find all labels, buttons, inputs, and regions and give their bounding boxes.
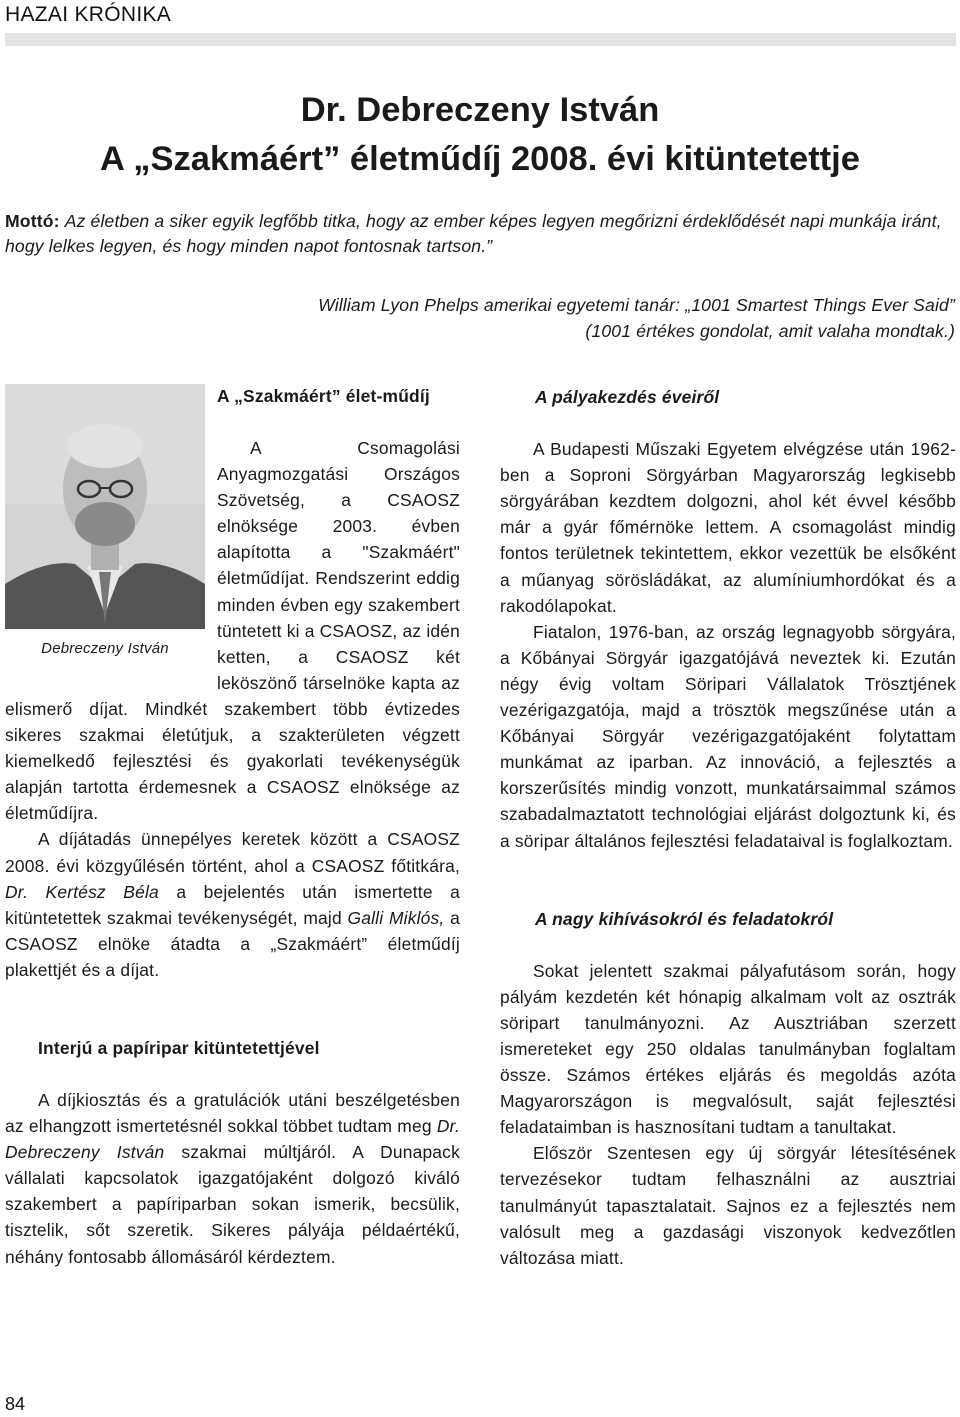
attribution-line-1: William Lyon Phelps amerikai egyetemi tanár: „1001 Smartest Things Ever Said” xyxy=(318,295,955,315)
portrait-figure xyxy=(5,384,205,690)
ceremony-text-a: A díjátadás ünnepélyes keretek között a CSAOSZ 2008. évi közgyűlésén történt, ahol a CSAOSZ főtitkára, xyxy=(5,829,460,876)
interview-text-b: szakmai múltjáról. A Dunapack vállalati kapcsolatok igazgatójaként dolgozó kiváló szakembert a papíriparban sokan ismerik, becsülik, tisztelik, sőt szeretik. Sikeres pályája példaértékű, néhány fontosabb állomásáról kérdeztem. xyxy=(5,1142,460,1267)
page-number: 84 xyxy=(5,1394,26,1414)
subheading-interview: Interjú a papíripar kitüntetettjével xyxy=(38,1037,320,1058)
person-name-debreczeny: Dr. Debreczeny István xyxy=(5,1116,460,1163)
paragraph-award: A Csomagolási Anyagmozgatási Országos Szövetség, a CSAOSZ elnöksége 2003. évben alapította a "Szakmáért" életműdíjat. Rendszerint eddig minden évben egy szakembert tüntetett ki a CSAOSZ, az idén ketten, a CSAOSZ két leköszönő társelnöke kapta az elismerő díjat. Mindkét szakembert több évtizedes sikeres szakmai életútjuk, a szakterületen végzett kiemelkedő fejlesztési és gyakorlati tevékenységük alapján tartotta érdemesnek a CSAOSZ elnöksége az életműdíjra. xyxy=(5,438,460,824)
article-title xyxy=(0,86,960,184)
subheading-award: A „Szakmáért” élet-műdíj xyxy=(217,386,430,406)
title-line-2: A „Szakmáért” életműdíj 2008. évi kitüntetettje xyxy=(100,140,860,178)
person-name-kertesz: Dr. Kertész Béla xyxy=(5,881,159,902)
subheading-early-career: A pályakezdés éveiről xyxy=(535,387,720,407)
subheading-challenges: A nagy kihívásokról és feladatokról xyxy=(535,908,834,929)
paragraph-early-career-2: Fiatalon, 1976-ban, az ország legnagyobb sörgyára, a Kőbányai Sörgyár igazgatójává neveztek ki. Ezután négy évig voltam Söripari Vállalatok Trösztjének vezérigazgatója, majd a trösztök megszűnése után a Kőbányai Sörgyár vezérigazgatójaként folytattam munkámat az iparban. Az innováció, a fejlesztés a korszerűsítés mindig vonzott, munkatársaimmal számos szabadalmaztatott technológiai eljárást dolgoztunk ki, és a söripar általános fejlesztési feladataival is foglalkoztam. xyxy=(500,621,956,851)
left-column xyxy=(5,384,460,1270)
paragraph-challenges-2: Először Szentesen egy új sörgyár létesítésének tervezésekor tudtam felhasználni az ausztriai tanulmányút tapasztalatait. Sajnos ez a fejlesztés nem valósult meg a gazdasági viszonyok kedvezőtlen változása miatt. xyxy=(500,1143,956,1268)
portrait-image xyxy=(5,384,205,629)
section-label: HAZAI KRÓNIKA xyxy=(5,3,172,26)
header-bar xyxy=(5,33,956,46)
attribution-line-2: (1001 értékes gondolat, amit valaha mondtak.) xyxy=(585,321,955,341)
motto xyxy=(5,209,956,259)
motto-quote: Az életben a siker egyik legfőbb titka, hogy az ember képes legyen megőrizni érdeklődését napi munkája iránt, hogy lelkes legyen, és hogy minden napot fontosnak tartson.” xyxy=(5,211,942,256)
title-line-1: Dr. Debreczeny István xyxy=(300,91,660,129)
paragraph-challenges-1: Sokat jelentett szakmai pályafutásom során, hogy pályám kezdetén két hónapig alkalmam volt az osztrák söripart tanulmányozni. Az Ausztriában szerzett ismereteket egy 250 oldalas tanulmányban foglaltam össze. Számos értékes eljárás és megoldás azóta Magyarországon is megvalósult, saját fejlesztési feladataimban is hasznosítani tudtam a tanultakat. xyxy=(500,960,956,1138)
paragraph-early-career-1: A Budapesti Műszaki Egyetem elvégzése után 1962-ben a Soproni Sörgyárban Magyarország legkisebb sörgyárában kezdtem dolgozni, ahol két évvel később már a gyár főmérnöke lettem. A csomagolást mindig fontos területnek tekintettem, ekkor vezettük be elsőként a műanyag sörösládákat, az alumíniumhordókat és a rakodólapokat. xyxy=(500,439,956,616)
portrait-caption: Debreczeny István xyxy=(41,640,169,657)
ceremony-text-b: a bejelentés után ismertette a kitüntetettek szakmai tevékenységét, majd xyxy=(5,881,460,928)
motto-label: Mottó: xyxy=(5,211,60,231)
right-column xyxy=(500,384,956,1271)
ceremony-text-c: a CSAOSZ elnöke átadta a „Szakmáért” életműdíj plakettjét és a díjat. xyxy=(5,907,460,980)
paragraph-ceremony xyxy=(5,826,460,983)
paragraph-interview xyxy=(5,1087,460,1270)
person-name-galli: Galli Miklós, xyxy=(347,907,445,928)
motto-attribution xyxy=(55,292,955,344)
portrait-photo xyxy=(5,384,205,629)
interview-text-a: A díjkiosztás és a gratulációk utáni beszélgetésben az elhangzott ismertetésnél sokkal többet tudtam meg xyxy=(5,1089,460,1137)
